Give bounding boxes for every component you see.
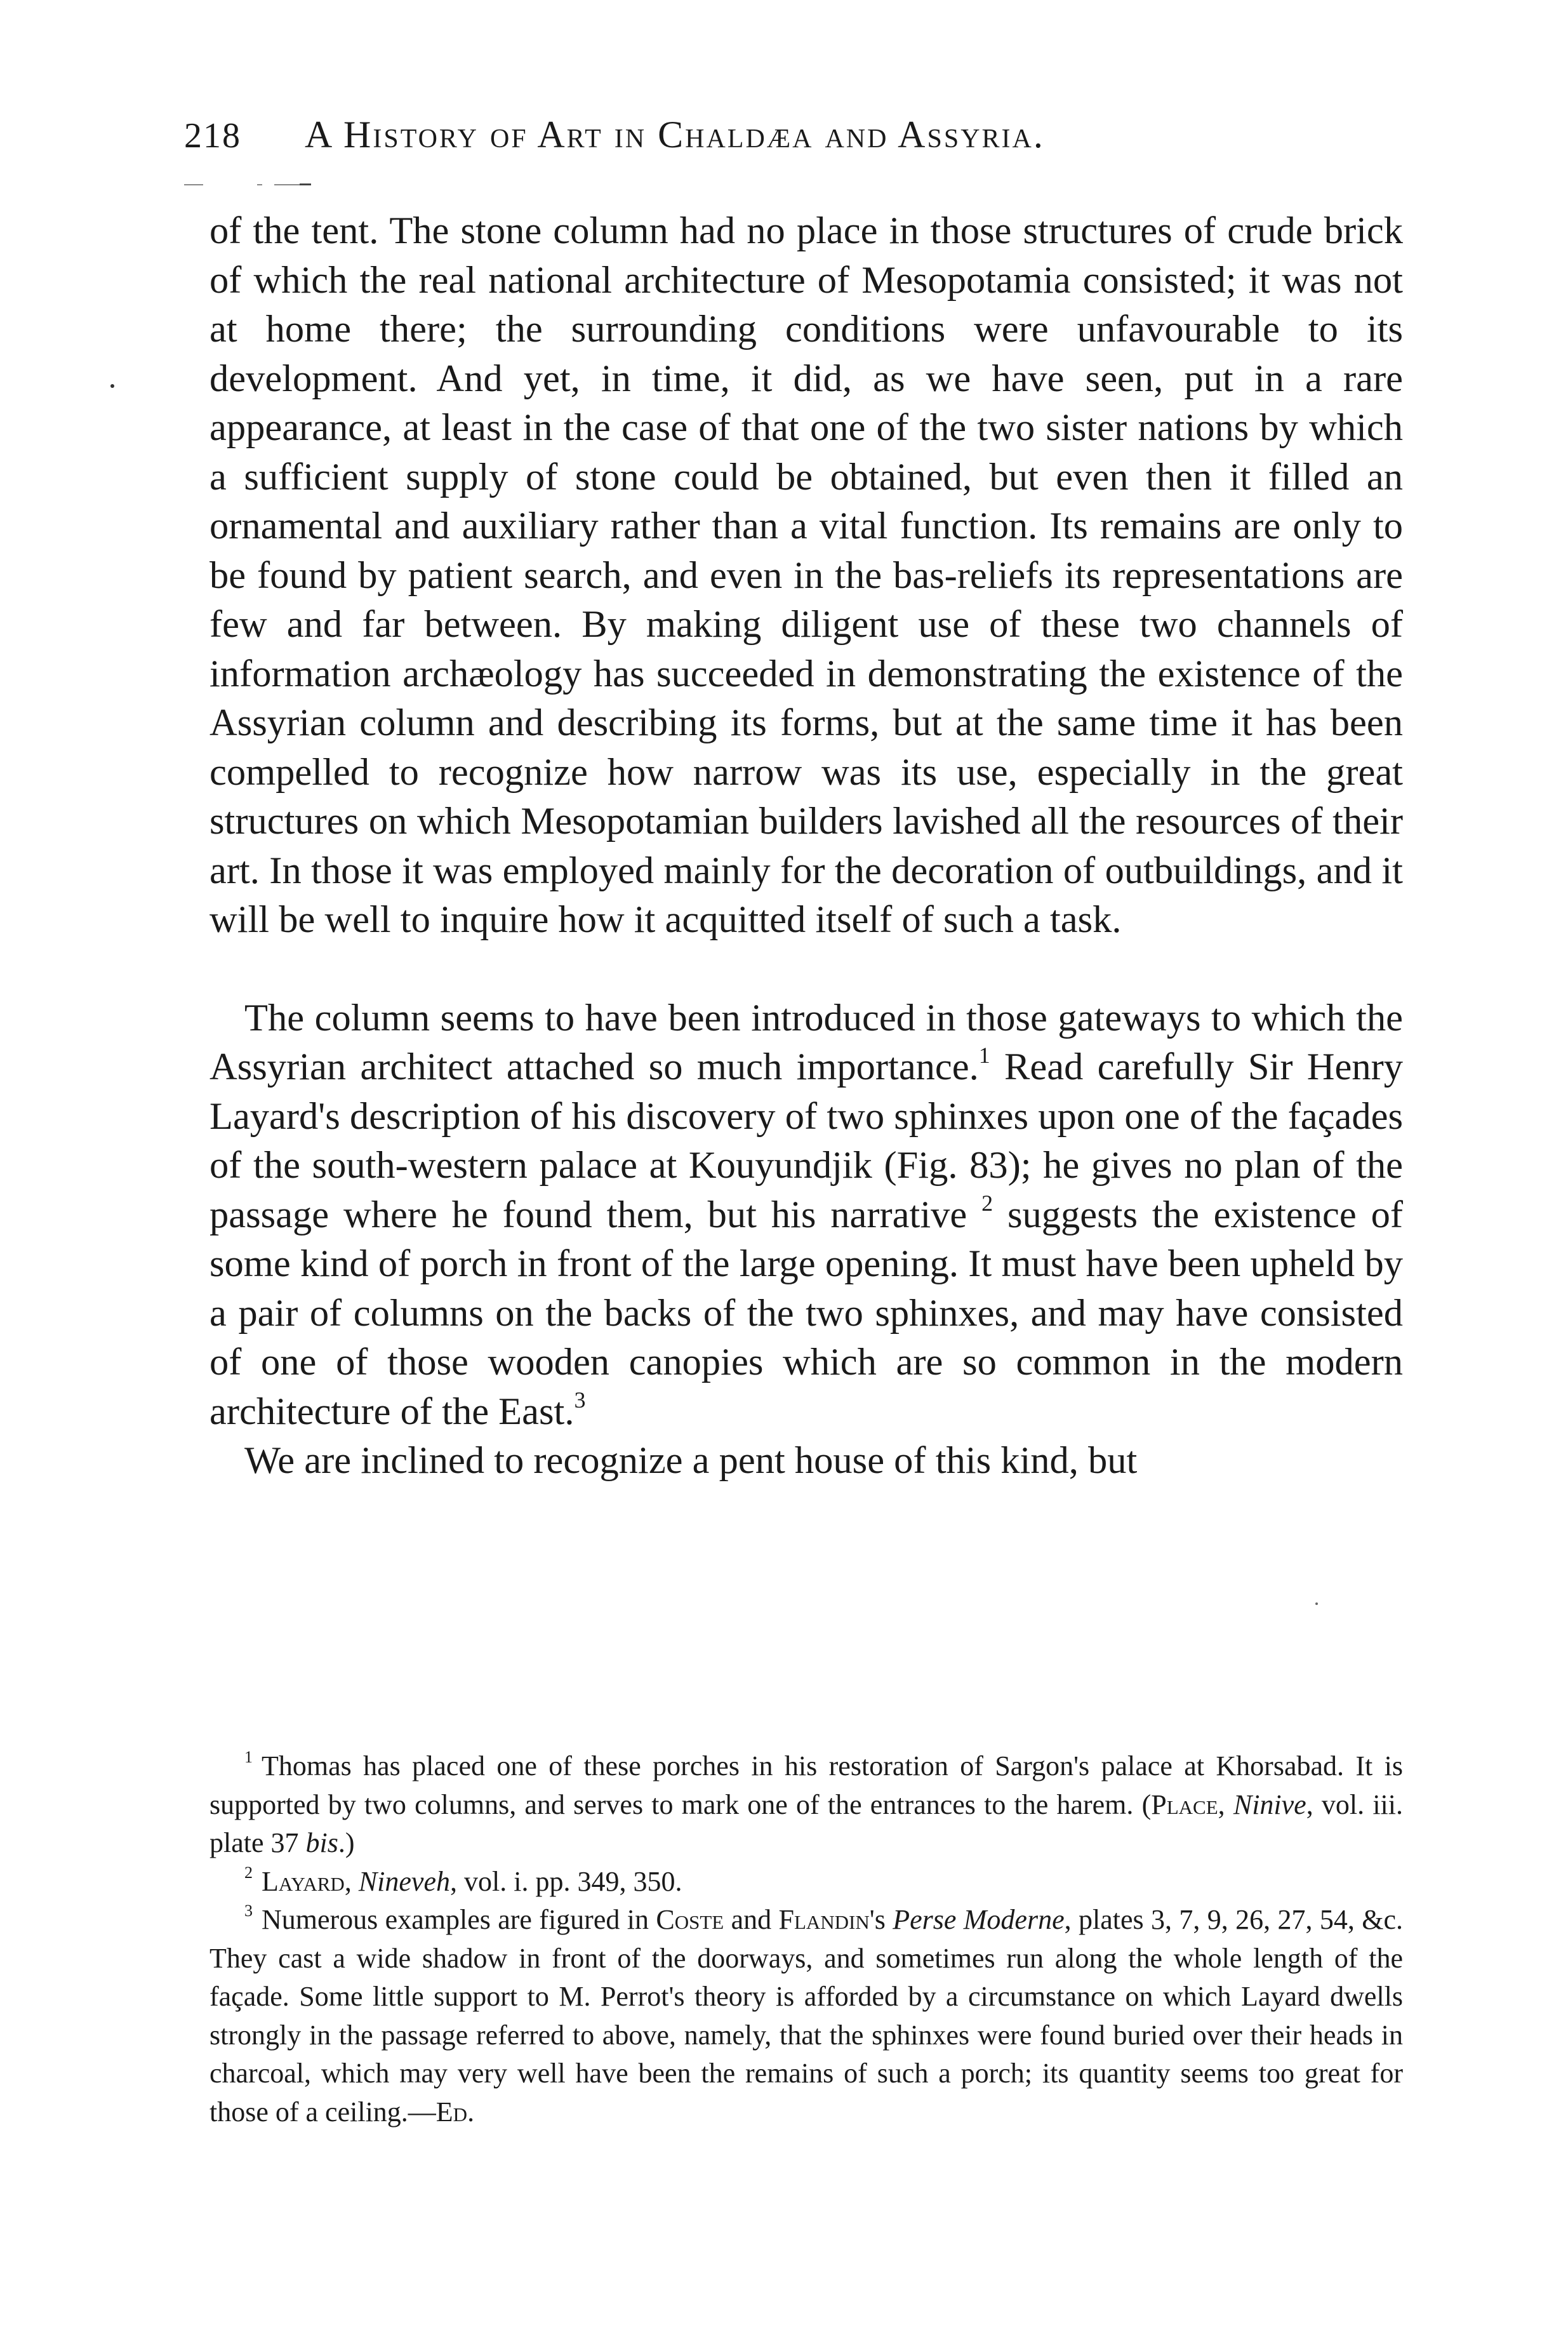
footnote-marker: 1 [244,1748,253,1766]
footnote-ref[interactable]: 3 [574,1387,586,1413]
footnote-marker: 3 [244,1901,253,1920]
running-title: A History of Art in Chaldæa and Assyria. [305,114,1045,156]
footnote-2 [209,1863,1403,1901]
margin-speck [1315,1602,1318,1605]
cited-work: Nineveh [358,1865,450,1897]
footnote-text: , plates 3, 7, 9, 26, 27, 54, &c. They cast a wide shadow in front of the doorways, and sometimes run along the whole length of the façade. Some little support to M. Perrot's theory is afforded by a circumstance on which Layard dwells strongly in the passage referred to above, namely, that the sphinxes were found buried over their heads in charcoal, which may very well have been the remains of such a porch; its quantity seems too great for those of a ceiling.— [209,1904,1404,2128]
editor-mark: Ed [435,2096,468,2128]
footnote-text: , vol. iii. plate 37 [209,1788,1403,1858]
rule-mark [274,184,300,185]
cited-author: Coste [656,1904,724,1935]
cited-author: Layard [262,1865,345,1897]
cited-author: Place [1151,1788,1218,1820]
footnote-3 [209,1901,1403,2131]
body-text [209,206,1403,1486]
footnotes [209,1747,1403,2131]
paragraph [209,994,1403,1437]
paragraph-text: suggests the existence of some kind of porch in front of the large opening. It must have been upheld by a pair of columns on the backs of the two sphinxes, and may have consisted of one of those wooden canopies which are so common in the modern architecture of the East. [209,1193,1403,1433]
punctuation: , [344,1865,359,1897]
footnote-text: and [724,1904,779,1935]
cited-work: Ninive [1233,1788,1306,1820]
rule-mark [300,183,311,185]
footnote-1 [209,1747,1403,1863]
paragraph: We are inclined to recognize a pent house of this kind, but [244,1439,1138,1482]
running-header [184,113,1301,164]
rule-mark [257,184,262,185]
header-rule-marks [184,184,565,188]
punctuation: . [467,2096,475,2128]
footnote-text: Numerous examples are figured in [262,1904,656,1935]
footnote-text: 's [869,1904,893,1935]
rule-mark [184,184,203,185]
footnote-text: , vol. i. pp. 349, 350. [450,1865,682,1897]
paragraph-text: Read carefully Sir Henry Layard's description of his discovery of two sphinxes upon one of the façades of the south-western palace at Kouyundjik (Fig. 83); he gives no plan of the passage where he found them, but his narrative [209,1046,1403,1236]
margin-speck [110,384,114,388]
footnote-ref[interactable]: 1 [978,1042,990,1068]
punctuation: , [1218,1788,1233,1820]
footnote-ref[interactable]: 2 [981,1190,993,1216]
footnote-text: Thomas has placed one of these porches in his restoration of Sargon's palace at Khorsabad. It is supported by two columns, and serves to mark one of the entrances to the harem. ( [209,1750,1403,1820]
page-number: 218 [184,116,241,156]
cited-work: Perse Moderne [893,1904,1065,1935]
paragraph-text: The column seems to have been introduced in those gateways to which the Assyrian architect attached so much importance. [209,996,1403,1088]
cited-author: Flandin [778,1904,870,1935]
paragraph: of the tent. The stone column had no place in those structures of crude brick of which the real national architecture of Mesopotamia consisted; it was not at home there; the surrounding conditions were unfavourable to its development. And yet, in time, it did, as we have seen, put in a rare appearance, at least in the case of that one of the two sister nations by which a sufficient supply of stone could be obtained, but even then it filled an ornamental and auxiliary rather than a vital function. Its remains are only to be found by patient search, and even in the bas-reliefs its representations are few and far between. By making diligent use of these two channels of information archæology has succeeded in demonstrating the existence of the Assyrian column and describing its forms, but at the same time it has been compelled to recognize how narrow was its use, especially in the great structures on which Mesopotamian builders lavished all the resources of their art. In those it was employed mainly for the decoration of outbuildings, and it will be well to inquire how it acquitted itself of such a task. [209,210,1403,941]
cited-suffix: bis [305,1827,338,1858]
footnote-marker: 2 [244,1863,253,1882]
footnote-text: .) [338,1827,355,1858]
